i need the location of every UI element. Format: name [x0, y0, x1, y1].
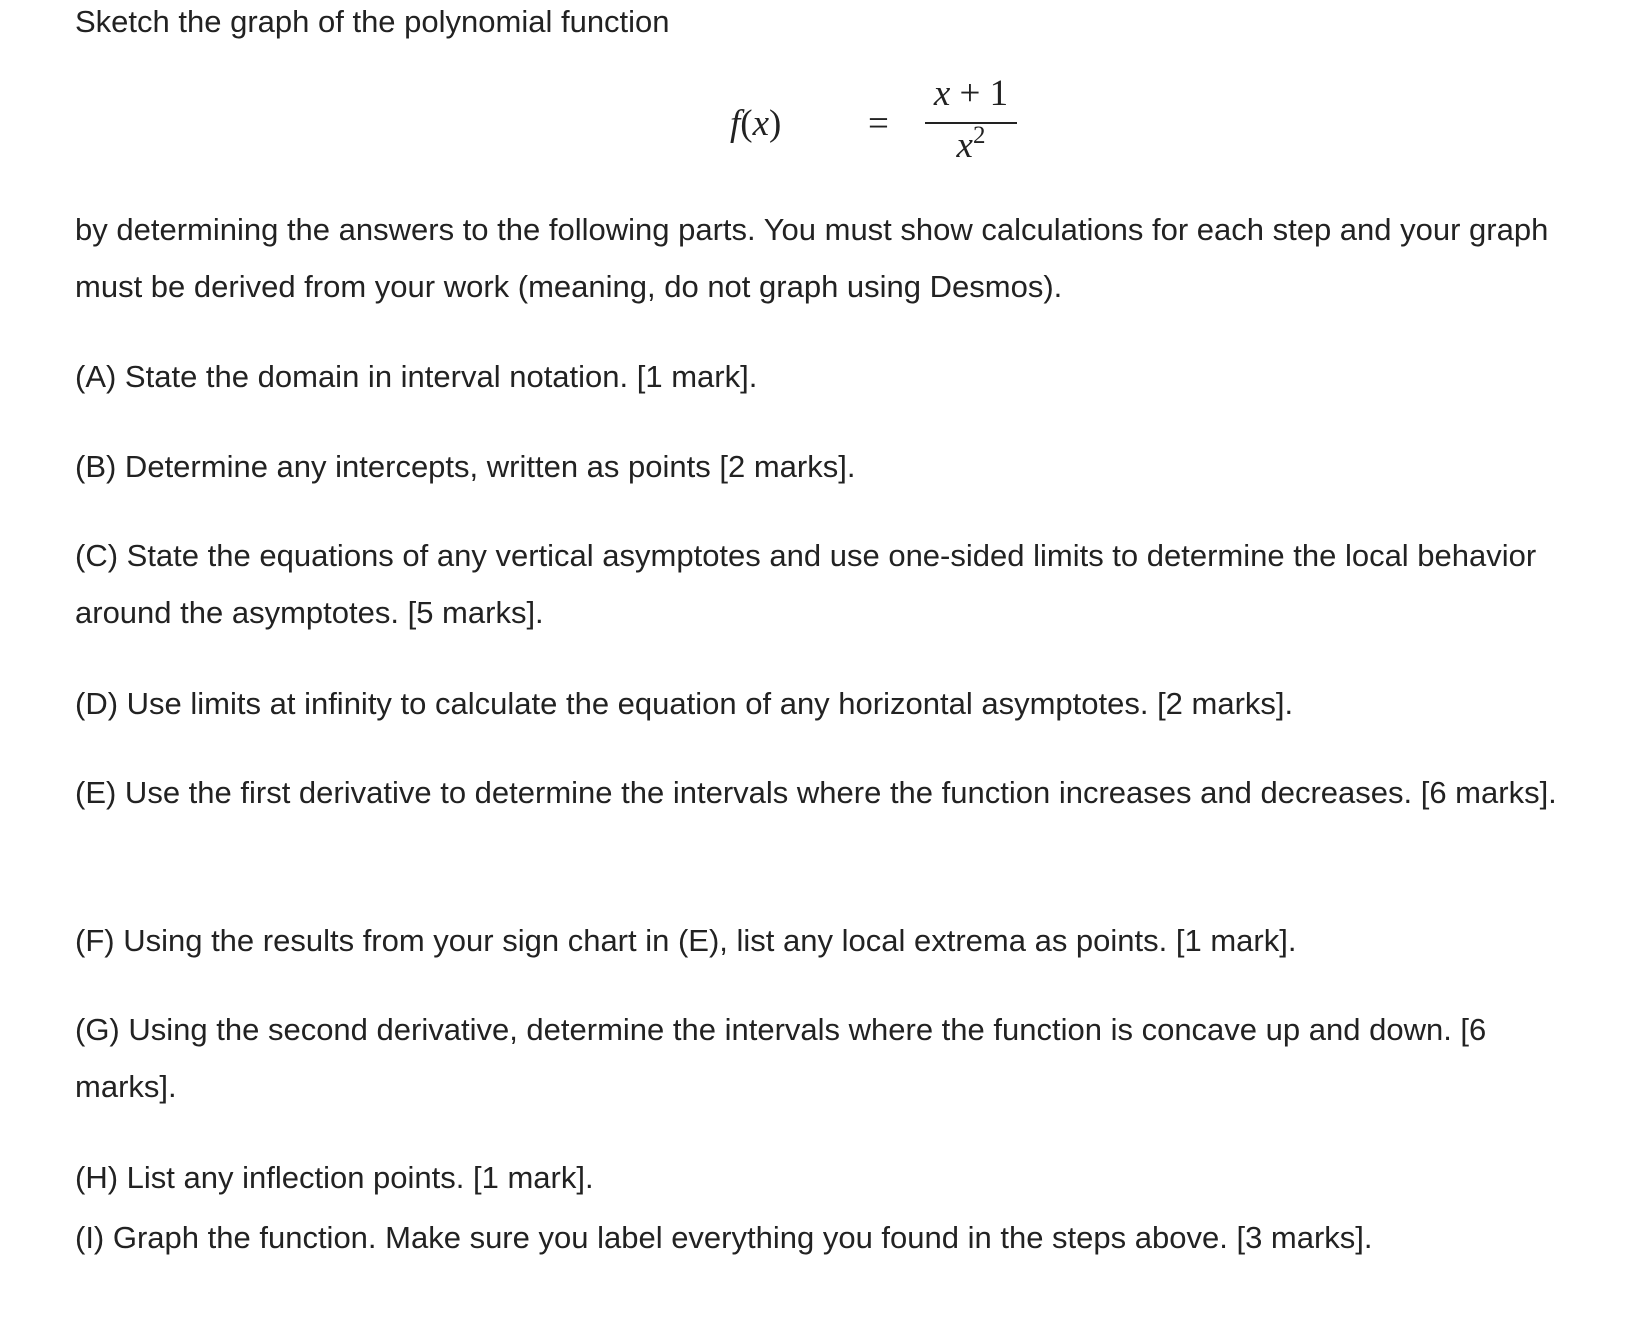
denominator: [925, 122, 1017, 166]
denominator-variable: x: [956, 125, 973, 166]
instructions-paragraph: by determining the answers to the following parts. You must show calculations for each step and your graph must be derived from your work (meaning, do not graph using Desmos).: [75, 212, 1549, 304]
intro-text: Sketch the graph of the polynomial function: [75, 4, 670, 39]
part-c: (C) State the equations of any vertical asymptotes and use one-sided limits to determine the local behavior around the asymptotes. [5 marks].: [75, 538, 1537, 630]
fraction: [925, 72, 1017, 166]
denominator-exponent: 2: [972, 122, 986, 149]
fraction-bar: [925, 122, 1017, 124]
part-b: (B) Determine any intercepts, written as points [2 marks].: [75, 449, 856, 484]
formula-lhs: [730, 102, 781, 146]
part-h: (H) List any inflection points. [1 mark].: [75, 1160, 594, 1195]
part-a: (A) State the domain in interval notation. [1 mark].: [75, 359, 758, 394]
part-e: (E) Use the first derivative to determine the intervals where the function increases and decreases. [6 marks].: [75, 775, 1557, 810]
lhs-variable: x: [752, 103, 770, 144]
part-g: (G) Using the second derivative, determine the intervals where the function is concave up and down. [6 marks].: [75, 1012, 1487, 1104]
part-f: (F) Using the results from your sign chart in (E), list any local extrema as points. [1 mark].: [75, 923, 1297, 958]
numerator-variable: x: [933, 73, 951, 114]
function-name: f: [730, 103, 741, 144]
function-formula: [730, 72, 1050, 182]
numerator-rest: + 1: [950, 73, 1009, 114]
part-i: (I) Graph the function. Make sure you label everything you found in the steps above. [3 marks].: [75, 1220, 1373, 1255]
lhs-open-paren: (: [740, 103, 753, 144]
equals-sign: =: [868, 103, 889, 144]
lhs-close-paren: ): [769, 103, 782, 144]
numerator: [925, 72, 1017, 116]
part-d: (D) Use limits at infinity to calculate the equation of any horizontal asymptotes. [2 marks].: [75, 686, 1294, 721]
